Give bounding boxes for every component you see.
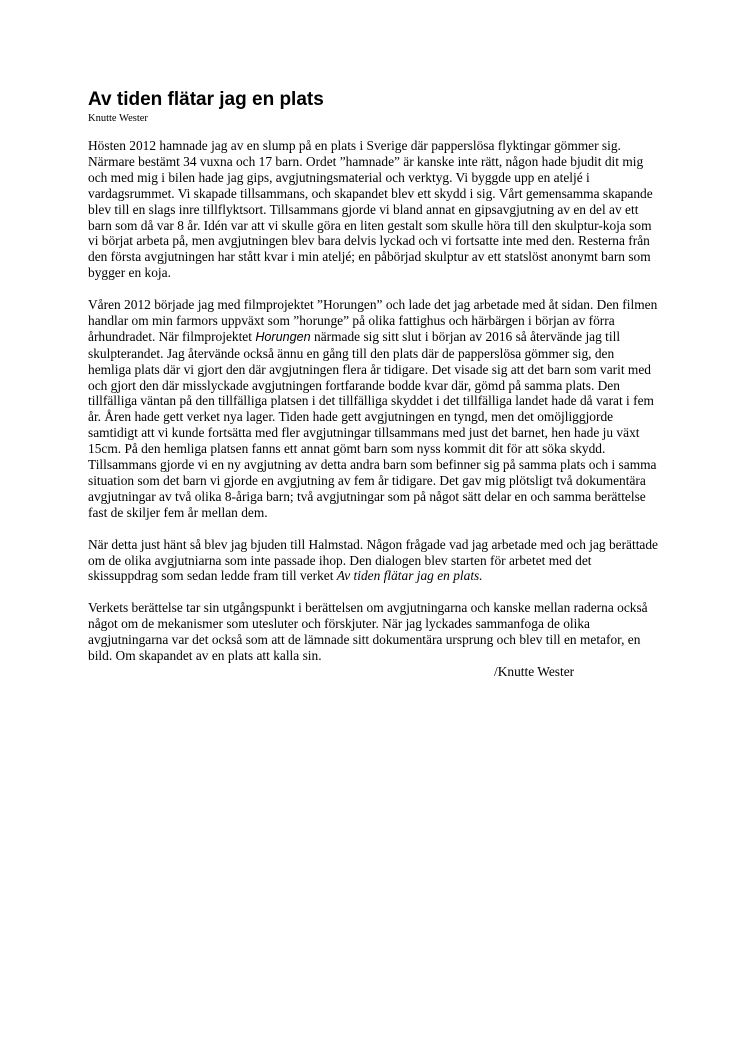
film-title-italic: Horungen	[255, 329, 311, 344]
document-author: Knutte Wester	[88, 113, 148, 124]
paragraph-2-text-a: Våren 2012 började jag med filmprojektet ”Horungen” och lade det jag arbetade med åt sidan. Den filmen handlar om min farmors uppväxt som ”horunge” på olika fattighus och härbärgen i början av förra århundradet. När filmprojektet	[88, 297, 658, 344]
signature: /Knutte Wester	[494, 663, 575, 679]
paragraph-2	[88, 297, 660, 521]
work-title-italic: Av tiden flätar jag en plats.	[336, 568, 483, 584]
document-page	[88, 88, 660, 680]
paragraph-1: Hösten 2012 hamnade jag av en slump på en plats i Sverige där papperslösa flyktingar gömmer sig. Närmare bestämt 34 vuxna och 17 barn. Ordet ”hamnade” är kanske inte rätt, någon hade bjudit dit mig och med mig i bilen hade jag gips, avgjutningsmaterial och verktyg. Vi byggde upp en ateljé i vardagsrummet. Vi skapade tillsammans, och skapandet blev ett skydd i sig. Vårt gemensamma skapande blev till en slags inre tillflyktsort. Tillsammans gjorde vi bland annat en gipsavgjutning av en del av ett barn som då var 8 år. Idén var att vi skulle göra en liten gestalt som skulle höra till den skulptur-koja som vi börjat arbeta på, men avgjutningen blev bara delvis lyckad och vi fortsatte inte med den. Resterna från den första avgjutningen har stått kvar i min ateljé; en påbörjad skulptur av ett statslöst anonymt barn som bygger en koja.	[88, 138, 653, 281]
document-title: Av tiden flätar jag en plats	[88, 89, 324, 110]
paragraph-2-text-b: närmade sig sitt slut i början av 2016 så återvände jag till skulpterandet. Jag återvände också ännu en gång till den plats där de papperslösa gömmer sig, den hemliga plats där vi gjort den där avgjutningen flera år tidigare. Det visade sig att det barn som varit med och gjort den där misslyckade avgjutningen fortfarande bodde kvar där, gömd på samma plats. Den tillfälliga väntan på den tillfälliga platsen i det tillfälliga skyddet i det tillfälliga landet hade då varat i fem år. Åren hade gett verket nya lager. Tiden hade gett avgjutningen en tyngd, men det omöjliggjorde samtidigt att vi kunde fortsätta med fler avgjutningar tillsammans med just det barnet, hen hade ju växt 15cm. På den hemliga platsen fanns ett annat gömt barn som nyss kommit dit för att söka skydd. Tillsammans gjorde vi en ny avgjutning av detta andra barn som befinner sig på samma plats och i samma situation som det barn vi gjorde en avgjutning av fem år tidigare. Det gav mig plötsligt två dokumentära avgjutningar av två olika 8-åriga barn; två avgjutningar som på något sätt delar en och samma berättelse fast de skiljer fem år mellan dem.	[88, 328, 657, 520]
paragraph-3	[88, 537, 660, 585]
paragraph-4: Verkets berättelse tar sin utgångspunkt i berättelsen om avgjutningarna och kanske mellan raderna också något om de mekanismer som utesluter och förskjuter. När jag lyckades sammanfoga de olika avgjutningarna var det också som att de lämnade sitt dokumentära ursprung och blev till en metafor, en bild. Om skapandet av en plats att kalla sin.	[88, 600, 648, 663]
paragraph-3-text-a: När detta just hänt så blev jag bjuden till Halmstad. Någon frågade vad jag arbetade med och jag berättade om de olika avgjutniarna som inte passade ihop. Den dialogen blev starten för arbetet med det skissuppdrag som sedan ledde fram till verket	[88, 536, 659, 584]
